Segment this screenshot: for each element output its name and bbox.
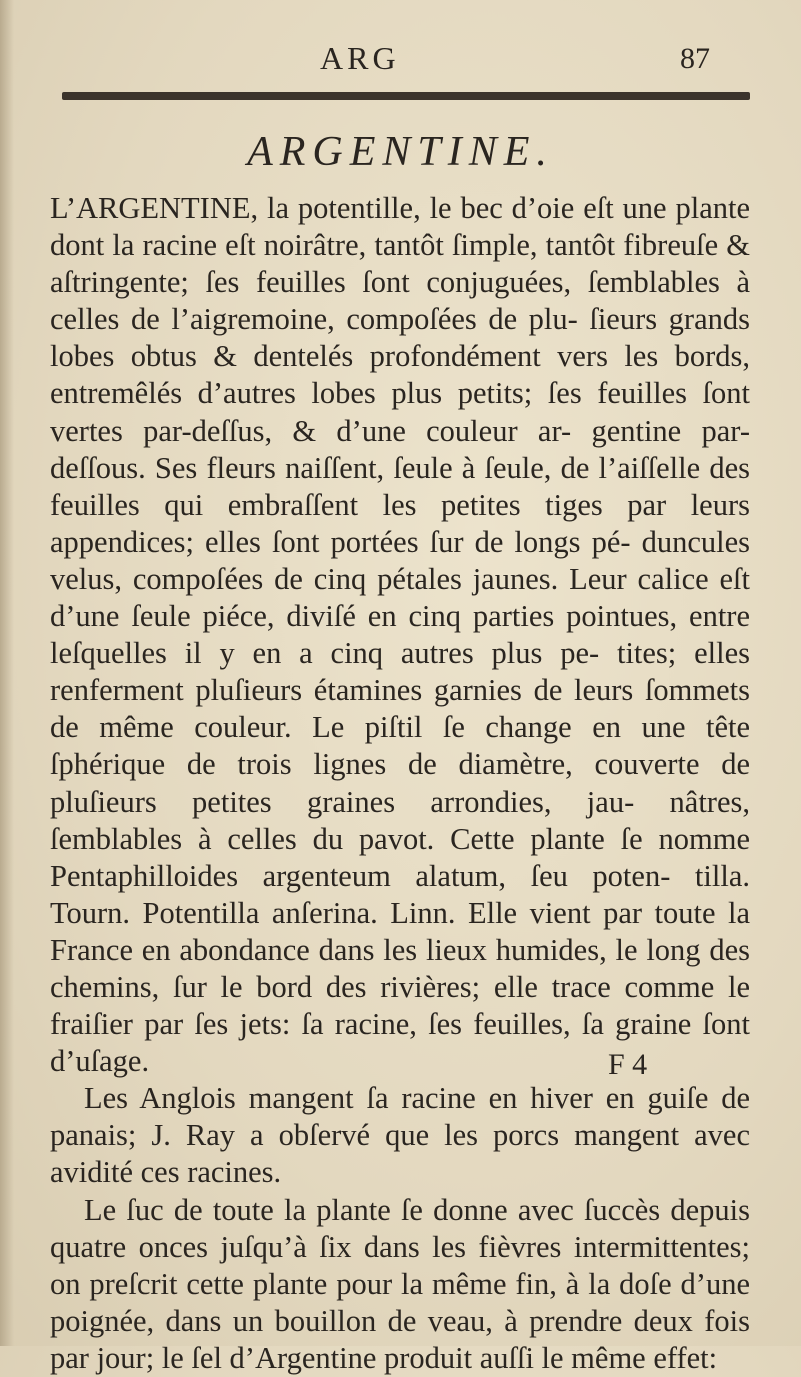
header-rule	[62, 92, 750, 100]
article-body	[50, 190, 750, 1377]
paragraph-3: Le ſuc de toute la plante ſe donne avec ſuccès depuis quatre onces juſqu’à ſix dans les fièvres intermittentes; on preſcrit cette plante pour la même fin, à la doſe d’une poignée, dans un bouillon de veau, à prendre deux fois par jour; le ſel d’Argentine produit auſſi le même effet:	[50, 1192, 750, 1375]
page-number: 87	[680, 42, 710, 75]
signature-mark: F 4	[608, 1048, 648, 1081]
running-head-title: ARG	[320, 40, 400, 76]
running-head	[0, 40, 801, 80]
page-edge-shadow	[0, 0, 14, 1346]
article-heading: ARGENTINE.	[247, 129, 554, 175]
paragraph-2: Les Anglois mangent ſa racine en hiver en guiſe de panais; J. Ray a obſervé que les porcs mangent avec avidité ces racines.	[50, 1081, 750, 1190]
paragraph-1: L’ARGENTINE, la potentille, le bec d’oie eſt une plante dont la racine eſt noirâtre, tantôt ſimple, tantôt fibreuſe & aſtringente; ſes feuilles ſont conjuguées, ſemblables à celles de l’aigremoine, compoſées de plu- ſieurs grands lobes obtus & dentelés profondément vers les bords, entremêlés d’autres lobes plus petits; ſes feuilles ſont vertes par-deſſus, & d’une couleur ar- gentine par-deſſous. Ses fleurs naiſſent, ſeule à ſeule, de l’aiſſelle des feuilles qui embraſſent les petites tiges par leurs appendices; elles ſont portées ſur de longs pé- duncules velus, compoſées de cinq pétales jaunes. Leur calice eſt d’une ſeule piéce, diviſé en cinq parties pointues, entre leſquelles il y en a cinq autres plus pe- tites; elles renferment pluſieurs étamines garnies de leurs ſommets de même couleur. Le piſtil ſe change en une tête ſphérique de trois lignes de diamètre, couverte de pluſieurs petites graines arrondies, jau- nâtres, ſemblables à celles du pavot. Cette plante ſe nomme Pentaphilloides argenteum alatum, ſeu poten- tilla. Tourn. Potentilla anſerina. Linn. Elle vient par toute la France en abondance dans les lieux humides, le long des chemins, ſur le bord des rivières; elle trace comme le fraiſier par ſes jets: ſa racine, ſes feuilles, ſa graine ſont d’uſage.	[50, 191, 750, 1079]
